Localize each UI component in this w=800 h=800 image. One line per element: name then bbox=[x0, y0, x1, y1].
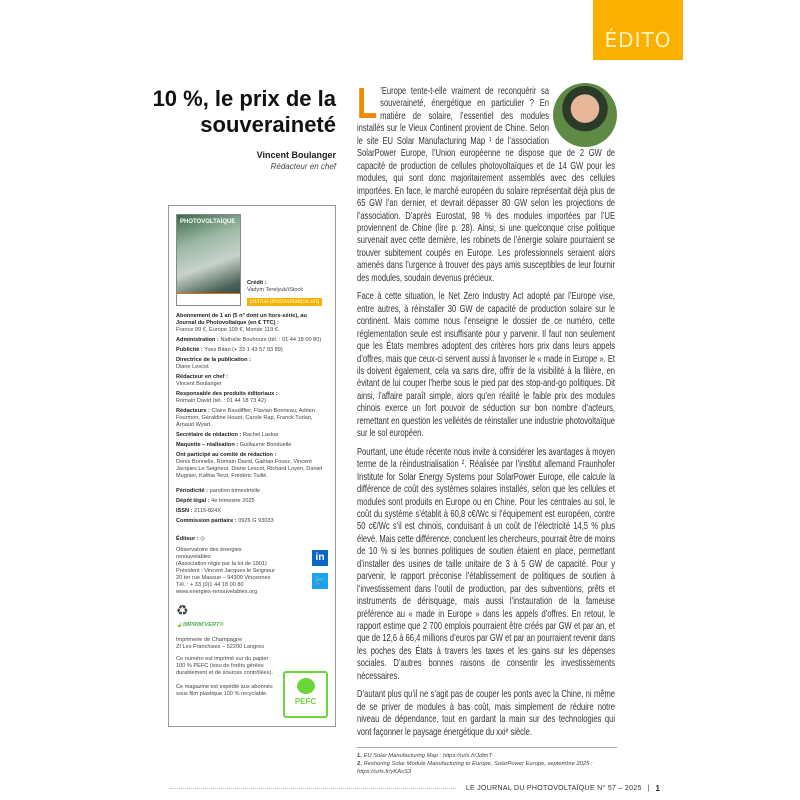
imprim-vert-logo: IMPRIM'VERT® bbox=[182, 622, 224, 628]
cover-title: PHOTOVOLTAÏQUE bbox=[180, 219, 236, 225]
twitter-icon[interactable]: 🐦 bbox=[312, 573, 328, 589]
paper-note: Ce numéro est imprimé sur du papier 100 % PEFC (issu de forêts gérées durablement et de sources contrôlées). bbox=[176, 656, 274, 676]
masthead-item: Maquette – réalisation : Guillaume Bonduelle bbox=[176, 442, 292, 448]
masthead-item: Dépôt légal : 4e trimestre 2025 bbox=[176, 498, 255, 504]
pefc-logo bbox=[283, 671, 328, 718]
publisher-line: www.energies-renouvelables.org bbox=[176, 589, 258, 595]
mail-note: Ce magazine est expédié aux abonnés sous film plastique 100 % recyclable. bbox=[176, 684, 273, 697]
magazine-cover-image bbox=[176, 214, 241, 306]
paragraph: L ’Europe tente-t-elle vraiment de reconquérir sa souveraineté, énergétique en particulier ? En matière de solaire, l’essentiel des modules installés sur le Vieux Continent provient de Chine. Selon le site EU Solar Manufacturing Map ¹ de l’association SolarPower Europe, l’Union européenne ne dispose que de 2 GW de capacité de production de cellules photovoltaïques et de 14 GW pour les modules, qui sont donc majoritairement assemblés avec des cellules importées. En face, le marché européen du solaire représentait déjà plus de 65 GW l’an dernier, et devrait dépasser 80 GW selon les projections de l’association. D’après Eurostat, 98 % des modules importées par l’UE proviennent de Chine (lire p. 28). Ainsi, si une quelconque crise politique survenait avec cette dernière, les robinets de l’énergie solaire pourraient se trouver subitement coupés en Europe. Les professionnels seraient alors amenés dans l’urgence à trouver des pays amis susceptibles de leur fournir des modules, soudain devenus précieux. bbox=[357, 79, 615, 284]
publisher-line: Président : Vincent Jacques le Seigneur bbox=[176, 568, 276, 574]
masthead-item: Rédacteur en chef : Vincent Boulanger bbox=[176, 374, 228, 387]
masthead-item: Abonnement de 1 an (5 n° dont un hors-série), au Journal du Photovoltaïque (en € TTC) : France 99 €, Europe 109 €, Monde 119 €. bbox=[176, 313, 307, 333]
publisher-line: Observatoire des énergies renouvelables bbox=[176, 547, 242, 560]
publisher-label: Éditeur : bbox=[176, 536, 199, 542]
publisher-line: (Association régie par la loi de 1901) bbox=[176, 561, 267, 567]
masthead-item: Administration : Nathalie Bouhours (tél. : 01 44 18 00 80) bbox=[176, 337, 322, 343]
masthead-item: Directrice de la publication : Diane Lescot bbox=[176, 357, 251, 370]
cover-row bbox=[176, 214, 328, 306]
masthead-item: Responsable des produits éditoriaux : Romain David (tél. : 01 44 18 73 42) bbox=[176, 391, 278, 404]
masthead-info bbox=[176, 313, 328, 528]
photo-spacer bbox=[549, 83, 615, 145]
footnote: 1. EU Solar Manufacturing Map : https://urls.fr/JdlmT bbox=[357, 753, 493, 759]
footnotes bbox=[357, 747, 617, 776]
masthead-item: Commission paritaire : 0926 G 93033 bbox=[176, 518, 274, 524]
publisher-section bbox=[176, 536, 328, 718]
masthead-item: ISSN : 2115-824X bbox=[176, 508, 222, 514]
website-link[interactable]: journal-photovoltaique.org bbox=[247, 298, 322, 306]
page-footer bbox=[170, 782, 660, 794]
paragraph: Pourtant, une étude récente nous invite à considérer les avantages à moyen terme de la réindustrialisation ². Réalisée par l’institut allemand Fraunhofer Institute for Solar Energy Systems pour SolarPower Europe, elle calcule la différence de coût des systèmes solaires installés, selon que les cellules et modules sont produits en Europe ou en Chine. Pour les centrales au sol, le coût du système s’établit à 60,8 c€/Wc si l’équipement est européen, contre 50 c€/Wc s’il est chinois, conduisant à un coût de l’électricité 14,5 % plus élevé. Mais cette différence, concluent les chercheurs, pourrait être de moins de 10 % si les bonnes politiques de soutien étaient en place, permettant d’installer des usines de taille unitaire de 3 à 5 GW de capacité. Pour y parvenir, le rapport préconise l’établissement de politiques de soutien à l’investissement dans l’outil de production, par des subventions, prêts et instruments de dérisquage, mais aussi l’instauration de la fameuse préférence au « made in Europe » dans les appels d’offres. En retour, le rapport estime que 2 700 emplois pourraient être créés par GW et par an, et que de 12,6 à 66,4 millions d’euros par GW et par an pourraient revenir dans les poches des États à travers les taxes et les gains sur les dépenses sociales. D’autres bonnes raisons de consentir les investissements nécessaires. bbox=[357, 446, 615, 682]
masthead-item: Périodicité : parution trimestrielle bbox=[176, 488, 260, 494]
pefc-text: PEFC bbox=[294, 697, 317, 706]
masthead-item: Publicité : Yves Bitan (+ 33 1 43 57 93 89) bbox=[176, 347, 283, 353]
paragraph: Face à cette situation, le Net Zero Industry Act adopté par l’Europe vise, entre autres, à réinstaller 30 GW de capacité de production solaire sur le continent. Mais comme nous l’enseigne le dossier de ce numéro, cette réglementation seule est insuffisante pour y parvenir. Il faut non seulement que les États membres adoptent des critères hors prix dans leurs appels d’offres, mais que ceux-ci servent aussi à favoriser le « made in Europe ». Et ils doivent également, cela va sans dire, offrir de la visibilité à la filière, en évitant de lui couper l’herbe sous le pied par des stop-and-go politiques. Dit ainsi, l’affaire paraît simple, alors qu’en réalité le faible prix des modules chinois exerce un fort pouvoir de séduction sur bon nombre d’acteurs, remettant en question les velléités de réinstaller une industrie photovoltaïque sur le sol européen. bbox=[357, 291, 615, 440]
observatoire-logo-icon: ◎ bbox=[200, 536, 206, 542]
printer-address: ZI Les Franchises – 52200 Langres bbox=[176, 644, 264, 650]
printer-name: Imprimerie de Champagne bbox=[176, 637, 243, 643]
linkedin-icon[interactable]: in bbox=[312, 550, 328, 566]
credit-label: Crédit : bbox=[247, 280, 267, 286]
page-number: 1 bbox=[655, 783, 660, 793]
page-title: 10 %, le prix de la souveraineté bbox=[152, 86, 336, 137]
photo-credit bbox=[247, 280, 322, 306]
recycle-person-icon: ♻ bbox=[176, 602, 189, 618]
masthead-item: Ont participé au comité de rédaction : Denis Bonnelle, Romain David, Gaëtan Fovez, Vincent Jacques Le Seigneur, Diane Lescot, Richard Loyen, Daniel Mugnier, Kathia Terzi, Frédéric Tuillé. bbox=[176, 452, 323, 479]
logos-column bbox=[283, 536, 328, 718]
tree-icon bbox=[297, 678, 315, 694]
masthead-item: Rédacteurs : Claire Baudiffier, Flavian Bonneau, Adrien Fourmon, Géraldine Houot, Carole Rap, Franck Turlan, Arnaud Wyart. bbox=[176, 408, 315, 428]
drop-cap: L bbox=[357, 79, 378, 128]
masthead-box bbox=[168, 205, 336, 727]
masthead-item: Secrétaire de rédaction : Rachel Laskar bbox=[176, 432, 279, 438]
author-name: Vincent Boulanger bbox=[256, 150, 336, 160]
publisher-block bbox=[176, 536, 277, 718]
section-label: ÉDITO bbox=[593, 0, 683, 60]
paragraph: D’autant plus qu’il ne s’agit pas de couper les ponts avec la Chine, ni même de se priver de modules à bas coût, mais simplement de réduire notre niveau de dépendance, tout en gardant la main sur des technologies qui vont façonner le paysage énergétique du xxiᵉ siècle. bbox=[357, 689, 615, 738]
author-role: Rédacteur en chef bbox=[270, 162, 336, 171]
footer-rule bbox=[170, 788, 456, 789]
footer-separator: | bbox=[647, 784, 650, 792]
publisher-line: Tél. : + 33 (0)1 44 18 00 80 bbox=[176, 582, 244, 588]
credit-value: Vadym Terelyuk/iStock bbox=[247, 287, 304, 293]
footer-publication: LE JOURNAL DU PHOTOVOLTAÏQUE N° 57 – 2025 bbox=[465, 784, 642, 792]
cover-banner bbox=[177, 293, 240, 305]
editorial-body bbox=[357, 79, 615, 745]
footnote: 2. Reshoring Solar Module Manufacturing to Europe, SolarPower Europe, septembre 2025 : https://urls.fr/yKAsS3 bbox=[357, 761, 593, 775]
publisher-line: 20 ter rue Massue – 94300 Vincennes bbox=[176, 575, 271, 581]
leaf-icon: 🍃 bbox=[176, 622, 183, 628]
